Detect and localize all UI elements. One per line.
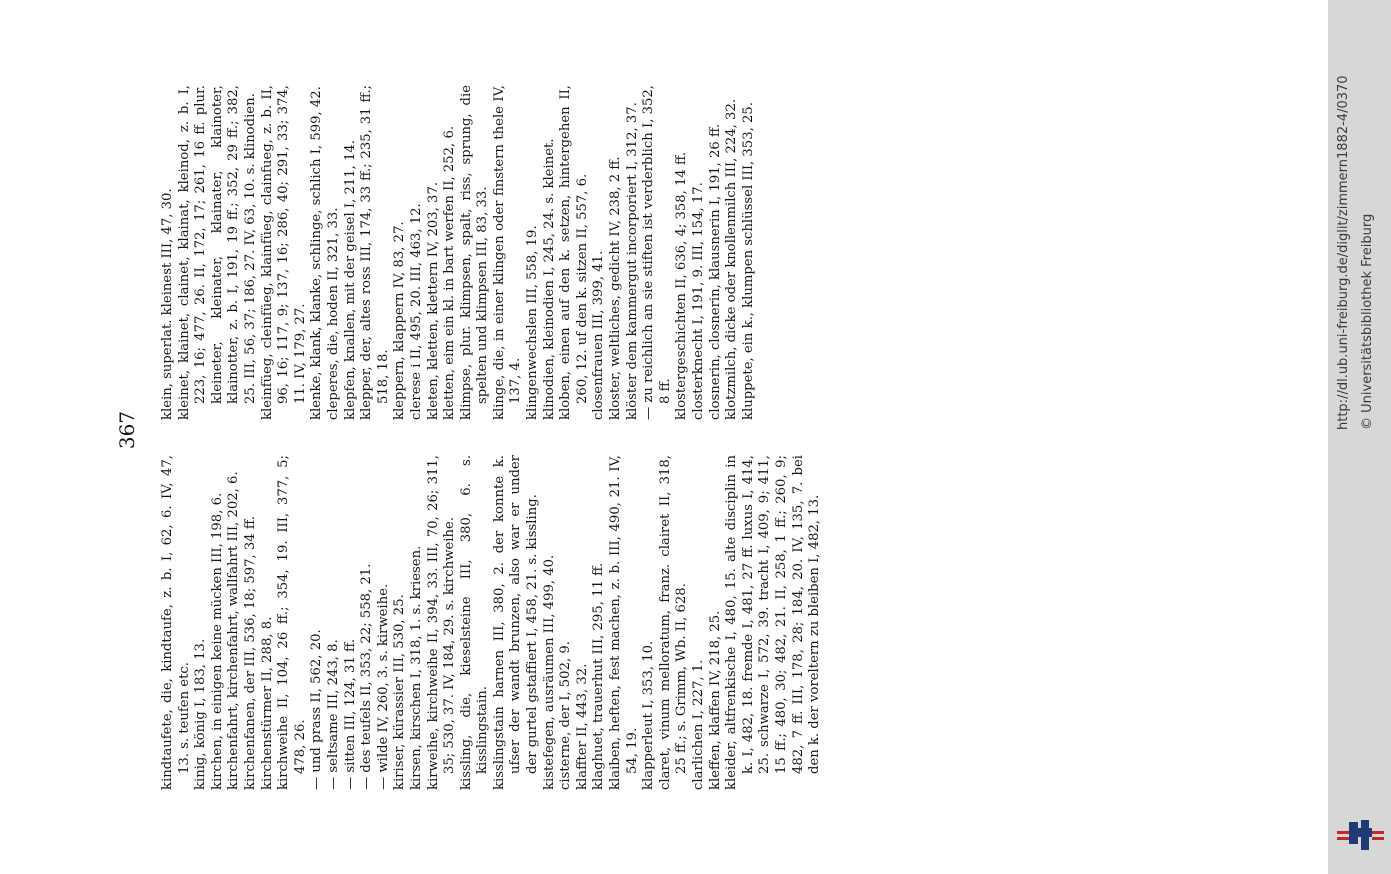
index-entry: kirchenfanen, der III, 536, 18; 597, 34 ff. [242,516,258,790]
copyright-notice: © Universitätsbibliothek Freiburg [1360,213,1375,430]
index-entry: klinodien, kleinodien I, 245, 24. s. kleinet. [541,138,557,420]
index-entry: klein, superlat. kleinest III, 47, 30. [160,188,175,420]
index-entry: — seltsame III, 243, 8. [325,639,341,790]
index-entry: kirsen, kirschen I, 318, 1. s. kriesen. [408,545,424,790]
index-entry: closnerin, closnerin, klausnerin I, 191, 26 ff. [707,123,723,420]
index-entry: klöster dem kammergut incorporiert I, 312, 37. [624,102,640,420]
index-entry: kloben, einen auf den k. setzen, hintergehen II, 260, 12. uf den k. sitzen II, 557, 6. [558,85,590,420]
index-entry: kloster, weltliches, gedicht IV, 238, 2 ff. [608,156,624,420]
index-entry: kletten, eim ein kl. in bart werfen II, 252, 6. [442,125,458,420]
index-entry: — wilde IV, 260, 3. s. kirweihe. [375,583,391,790]
index-entry: cisterne, der I, 502, 9. [558,641,574,790]
index-entry: — sitten III, 124, 31 ff. [342,638,358,790]
index-entry: klotzmilch, dicke oder knollenmilch III, 224, 32. [724,98,740,420]
index-entry: closterknecht I, 191, 9. III, 154, 17. [691,182,706,420]
index-entry: closenfrauen III, 399, 41. [591,250,607,420]
index-entry: clerese i II, 495, 20. III, 463, 12. [408,203,424,420]
index-entry: kistefegen, ausräumen III, 499, 40. [541,554,557,790]
rotated-index-page [115,70,1215,790]
library-logo-icon [1337,810,1387,856]
index-entry: kluppete, ein k., klumpen schlüssel III, 353, 25. [740,102,756,420]
index-entry: kleinet, klainet, clainet, klainat, kleinod, z. b. I, 223, 16; 477, 26. II, 172, 17; 261, 16 ff. plur. kleineter, kleinater, klainater, klainoter, klainotter, z. b. I, 191, 19 ff.; 352, 29 ff.; 382, 25. III, 56, 37; 186, 27. IV, 63, 10. s. klinodien. [176,85,258,420]
index-entry: kiriser, kürassier III, 530, 25. [392,594,408,790]
index-entry: klepper, der, altes ross III, 174, 33 ff.; 235, 31 ff.; 518, 18. [359,85,391,420]
index-entry: — und prass II, 562, 20. [309,629,325,790]
index-entry: klaiben, heften, fest machen, z. b. III, 490, 21. IV, 54, 19. [608,455,640,790]
index-entry: kleinfüeg, cleinfüeg, klainfüeg, clainfueg, z. b. II, 96, 16; 117, 9; 137, 16; 286, 40; 291, 33; 374, 11. IV, 179, 27. [259,85,308,420]
index-entry: klostergeschichten II, 636, 4; 358, 14 ff. [674,151,690,420]
index-entry: kleten, kletten, klettern IV, 203, 37. [425,181,441,420]
index-entry: kissling, die, kieselsteine III, 380, 6. s. kisslingstain. [458,455,491,790]
index-entry: kleider, altfrenkische I, 480, 15. alte disciplin in k. I, 482, 18. fremde I, 481, 27 ff. luxus I, 414, 25. schwarze I, 572, 39. tracht I, 409, 9; 411, 15 ff.; 480, 30; 482, 21. II, 258, 1 ff.; 260, 9; 482, 7 ff. III, 178, 28; 184, 20. IV, 135, 7. bei den k. der voreltern zu bleiben I, 482, 13. [724,455,823,790]
index-entry: — zu reichlich an sie stiften ist verderblich I, 352, 8 ff. [641,85,673,420]
index-entry: klinge, die, in einer klingen oder finstern thele IV, 137, 4. [491,85,524,420]
index-entry: kindtaufete, die, kindtaufe, z. b. I, 62, 6. IV, 47, 13. s. teufen etc. [160,455,192,790]
index-entry: kirchenfahrt, kirchenfahrt, wallfahrt III, 202, 6. [226,471,242,790]
index-entry: — des teufels II, 353, 22; 558, 21. [359,563,375,790]
index-entry: claret, vinum melloratum, franz. clairet II, 318, 25 ff.; s. Grimm, Wb. II, 628. [657,455,690,790]
source-url[interactable]: http://dl.ub.uni-freiburg.de/diglit/zimmern1882-4/0370 [1336,75,1351,430]
index-entry: cleperes, die, hoden II, 321, 33. [325,207,341,420]
index-entry: klepfen, knallen, mit der geisel I, 211, 14. [342,139,358,420]
index-entry: clarlichen I, 227, 1. [691,659,706,790]
index-entry: klenke, klank, klanke, schlinge, schlich I, 599, 42. [309,86,325,420]
index-entry: kisslingstain harnen III, 380, 2. der konnte k. ufser der wandt brunzen, also war er under der gurtel gstaffiert I, 458, 21. s. kissling. [491,455,541,790]
index-entry: klimpse, plur. klimpsen, spalt, riss, sprung, die spelten und klimpsen III, 83, 33. [458,85,491,420]
index-entry: klapperleut I, 353, 10. [641,640,657,790]
index-entry: kirchen, in einigen keine mücken III, 198, 6. [209,492,225,790]
index-entry: kirweihe, kirchweihe II, 394, 33. III, 70, 26; 311, 35; 530, 37. IV, 184, 29. s. kirchweihe. [425,455,458,790]
index-entry: klaffter II, 443, 32. [574,663,590,790]
index-entry: kleppern, klappern IV, 83, 27. [392,221,408,420]
index-entry: kirchweihe II, 104, 26 ff.; 354, 19. III, 377, 5; 478, 26. [276,455,308,790]
index-entry: klaghuet, trauerhut III, 295, 11 ff. [591,562,607,790]
right-column [160,85,757,420]
page-number: 367 [115,410,139,450]
index-entry: klingenwechslen III, 558, 19. [525,225,541,420]
index-entry: kirchenstürmer II, 288, 8. [259,616,275,790]
left-column [160,455,824,790]
index-entry: kinig, könig I, 183, 13. [193,638,209,790]
index-entry: kleffen, klaffen IV, 218, 25. [707,610,723,790]
